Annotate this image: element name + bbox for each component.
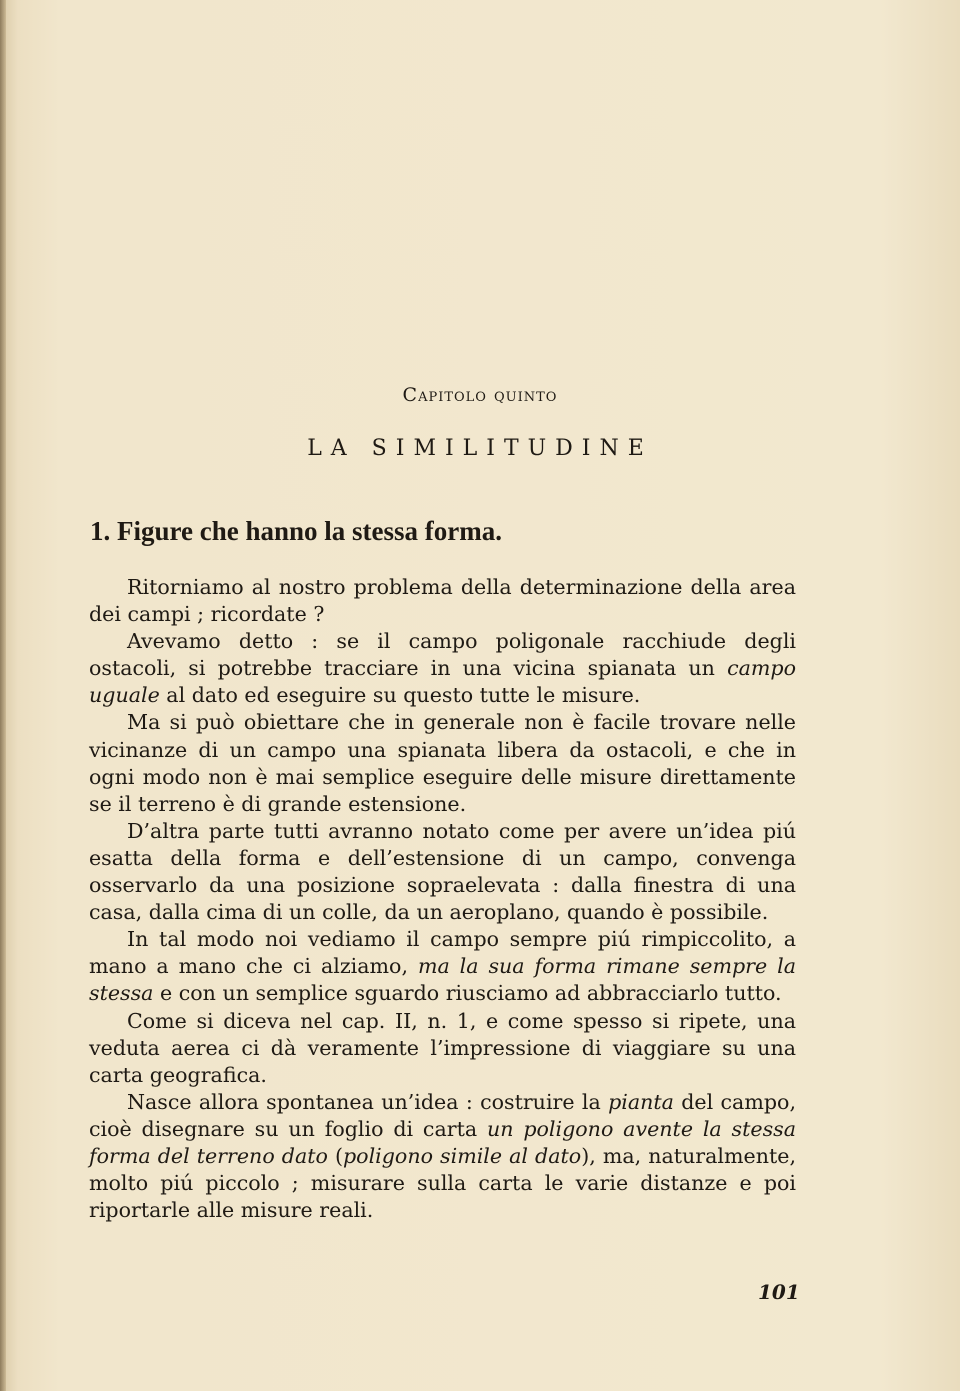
text-run: D’altra parte tutti avranno notato come per avere un’idea piú esatta della forma e dell’estensione di un campo, convenga osservarlo da una posizione sopraelevata : dalla finestra di una casa, dalla cima di un colle, da un aeroplano, quando è possibile. [89,818,796,925]
text-run: del campo, cioè disegnare su un foglio di carta [89,1089,796,1141]
text-run: e con un semplice sguardo riusciamo ad abbracciarlo tutto. [153,981,782,1006]
chapter-title: LA SIMILITUDINE [307,436,653,461]
italic-text: pianta [608,1089,674,1114]
paragraph [89,818,796,926]
section-heading: 1. Figure che hanno la stessa forma. [90,516,502,546]
italic-text: un poligono avente la stessa forma del terreno dato [89,1116,796,1168]
page-spine-shadow [0,0,6,1391]
text-run: Come si diceva nel cap. II, n. 1, e come spesso si ripete, una veduta aerea ci dà veramente l’impressione di viaggiare su una carta geografica. [89,1008,796,1087]
text-run: Ma si può obiettare che in generale non è facile trovare nelle vicinanze di un campo una spianata libera da ostacoli, e che in ogni modo non è mai semplice eseguire delle misure direttamente se il terreno è di grande estensione. [89,710,796,816]
text-run: Ritorniamo al nostro problema della determinazione della area dei campi ; ricordate ? [89,575,796,627]
text-run: ( [327,1143,343,1168]
italic-text: ma la sua forma rimane sempre la stessa [89,954,796,1006]
text-run: In tal modo noi vediamo il campo sempre piú rimpiccolito, a mano a mano che ci alziamo, [89,927,796,979]
paragraph [89,926,796,1007]
body-text [89,574,796,1224]
paragraph [89,574,796,628]
italic-text: campo uguale [89,656,796,708]
chapter-label: Capitolo quinto [402,384,558,406]
text-run: ), ma, naturalmente, molto piú piccolo ; misurare sulla carta le varie distanze e poi riportarle alle misure reali. [89,1143,796,1223]
text-run: Nasce allora spontanea un’idea : costruire la [127,1089,609,1114]
italic-text: poligono simile al dato [343,1143,582,1168]
text-run: al dato ed eseguire su questo tutte le misure. [159,683,641,708]
paragraph [89,1008,796,1089]
paragraph [89,1089,796,1224]
text-run: Avevamo detto : se il campo poligonale racchiude degli ostacoli, si potrebbe tracciare in una vicina spianata un [89,629,796,681]
paragraph [89,709,796,817]
paragraph [89,628,796,709]
page-number: 101 [758,1280,800,1304]
